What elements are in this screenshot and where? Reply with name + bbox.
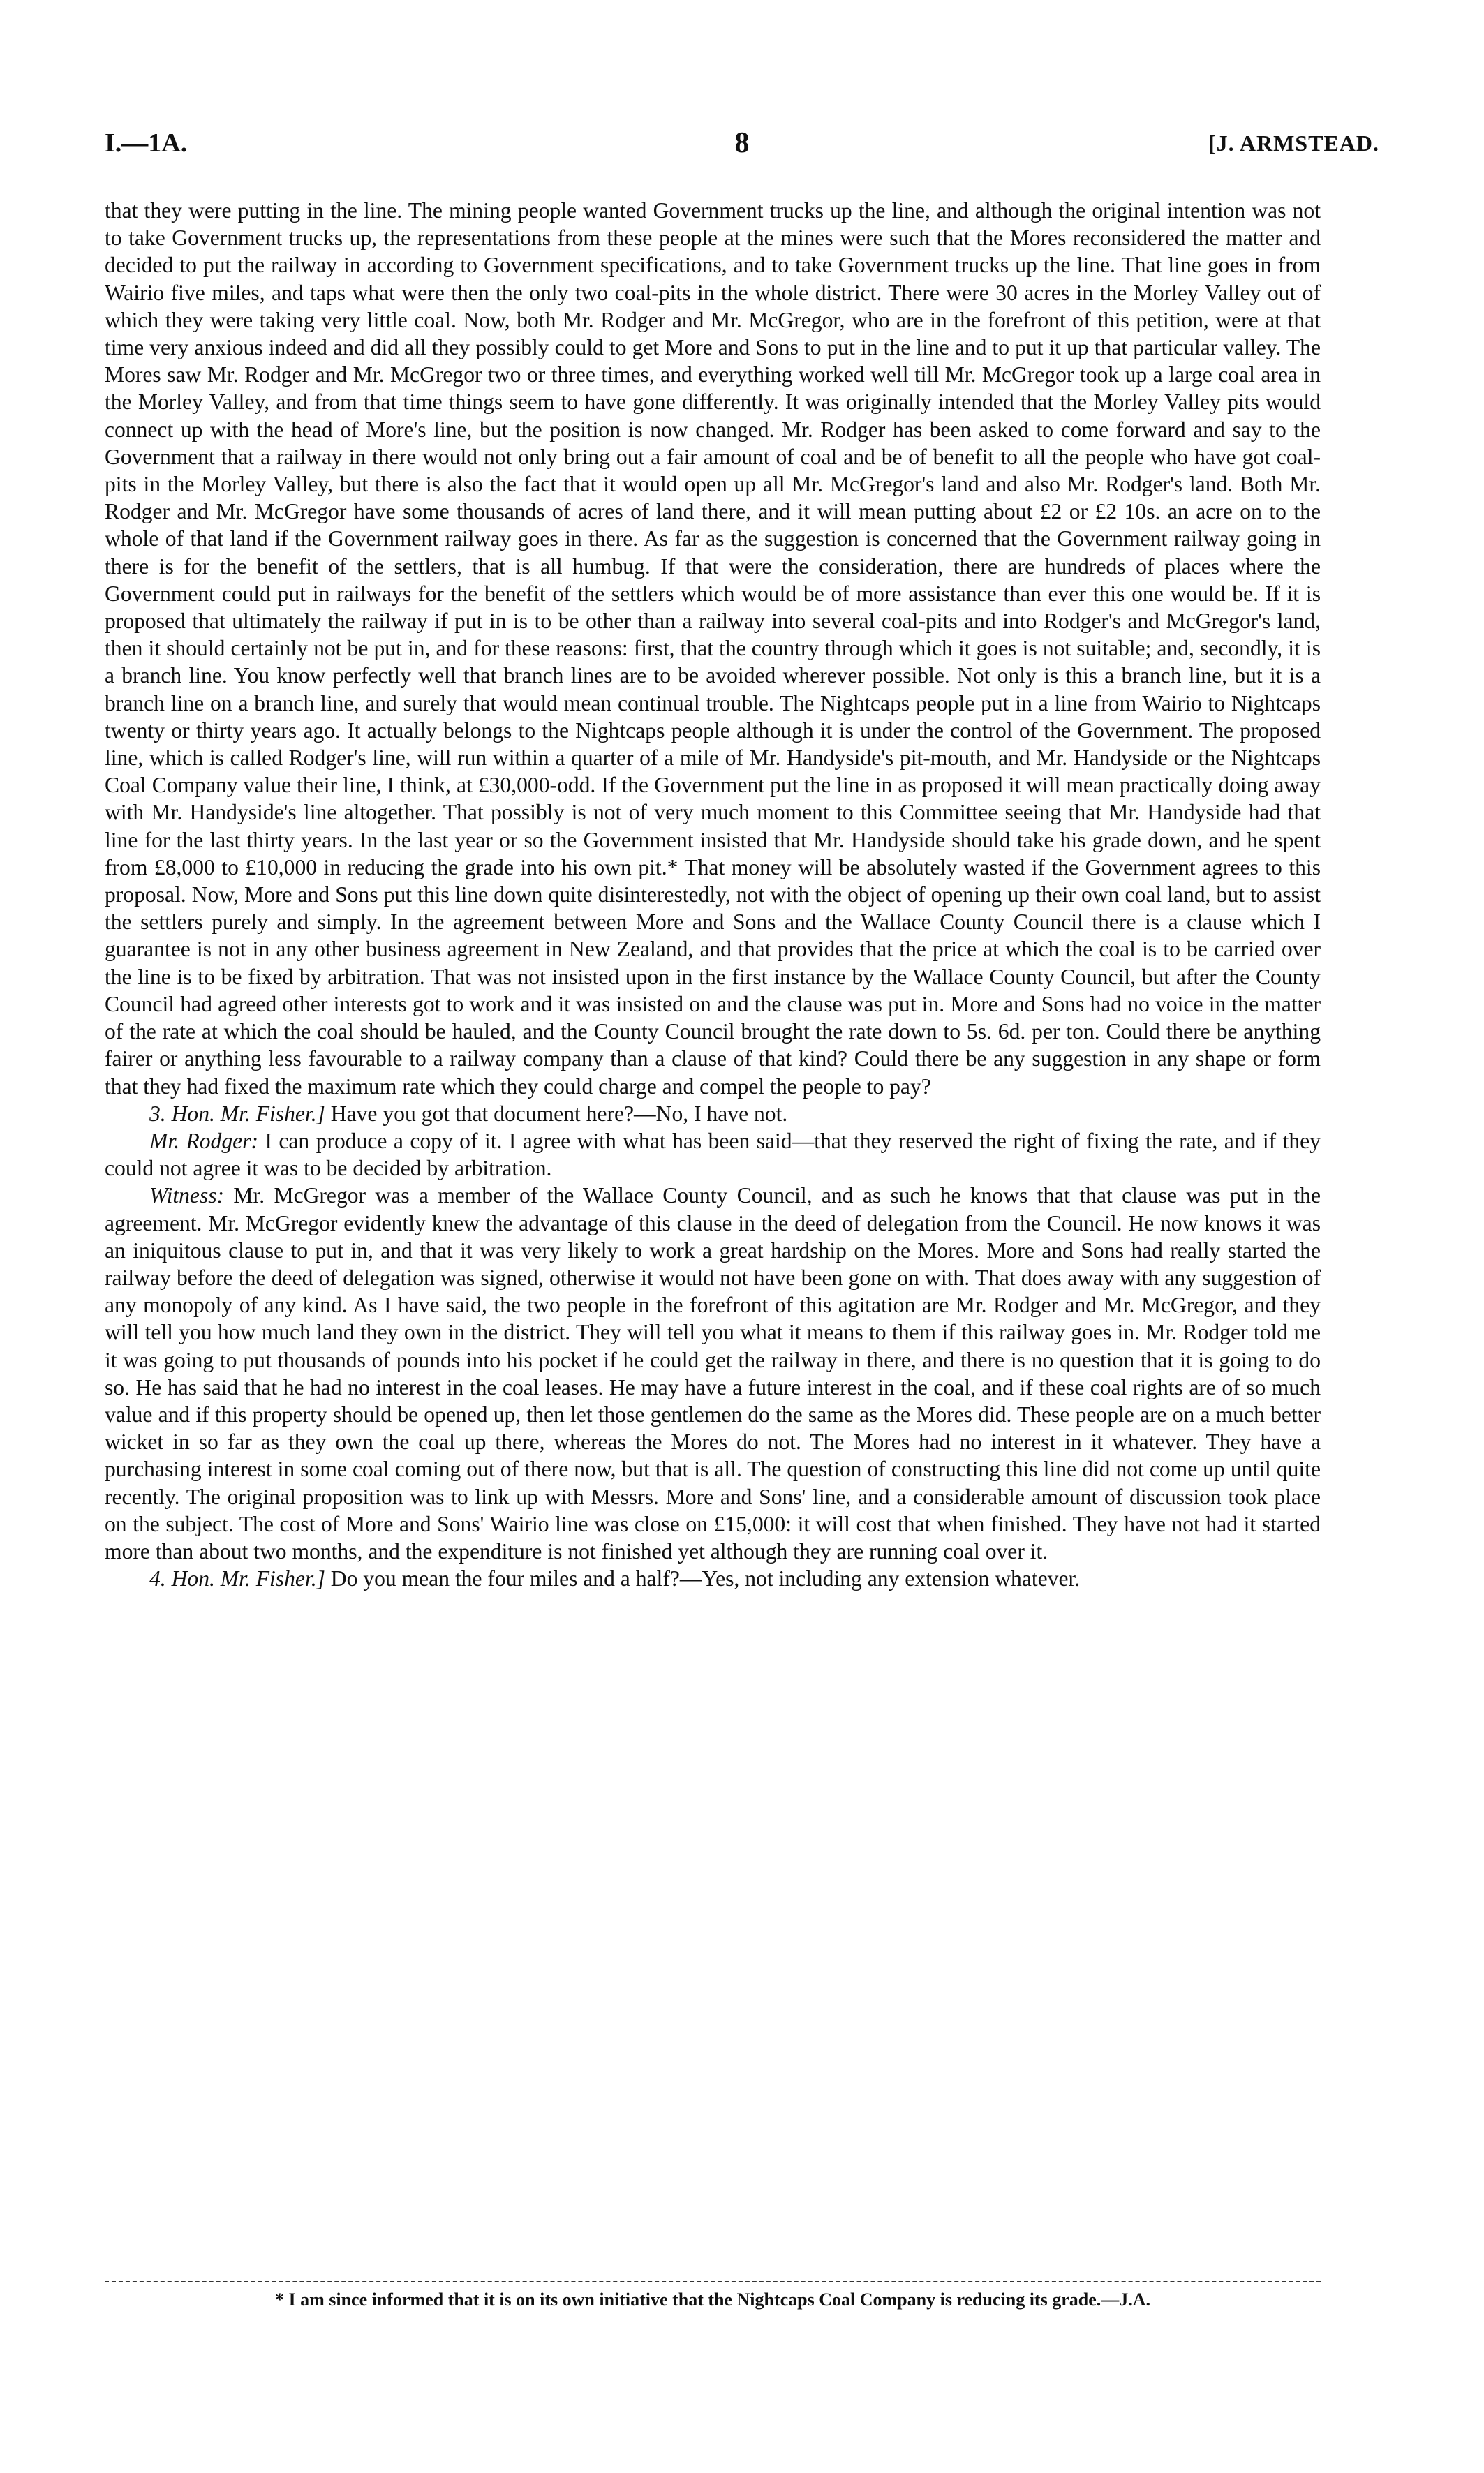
page-body — [105, 197, 1321, 1592]
speaker-label: Witness: — [149, 1183, 225, 1208]
paragraph — [105, 1182, 1321, 1565]
speaker-label: 4. Hon. Mr. Fisher.] — [149, 1566, 325, 1591]
speaker-label: Mr. Rodger: — [149, 1128, 258, 1153]
page-header — [105, 126, 1379, 168]
paragraph-text: Mr. McGregor was a member of the Wallace County Council, and as such he knows that that clause was put in the agreement. Mr. McGregor evidently knew the advantage of this clause in the deed of delegation from the Council. He now knows it was an iniquitous clause to put in, and that it was very likely to work a great hardship on the Mores. More and Sons had really started the railway before the deed of delegation was signed, otherwise it would not have been gone on with. That does away with any suggestion of any monopoly of any kind. As I have said, the two people in the forefront of this agitation are Mr. Rodger and Mr. McGregor, and they will tell you how much land they own in the district. They will tell you what it means to them if this railway goes in. Mr. Rodger told me it was going to put thousands of pounds into his pocket if he could get the railway in there, and there is no question that it is going to do so. He has said that he had no interest in the coal leases. He may have a future interest in the coal, and if these coal rights are of so much value and if this property should be opened up, then let those gentlemen do the same as the Mores did. These people are on a much better wicket in so far as they own the coal up there, whereas the Mores do not. The Mores had no interest in it whatever. They have a purchasing interest in some coal coming out of there now, but that is all. The question of constructing this line did not come up until quite recently. The original proposition was to link up with Messrs. More and Sons' line, and a considerable amount of discussion took place on the subject. The cost of More and Sons' Wairio line was close on £15,000: it will cost that when finished. They have not had it started more than about two months, and the expenditure is not finished yet although they are running coal over it. — [105, 1183, 1321, 1564]
paragraph — [105, 1100, 1321, 1127]
footnote-divider — [105, 2281, 1321, 2282]
paragraph: that they were putting in the line. The mining people wanted Government trucks up the line, and although the original intention was not to take Government trucks up, the representations from these people at the mines were such that the Mores reconsidered the matter and decided to put the railway in according to Government specifications, and to take Government trucks up the line. That line goes in from Wairio five miles, and taps what were then the only two coal-pits in the whole district. There were 30 acres in the Morley Valley out of which they were taking very little coal. Now, both Mr. Rodger and Mr. McGregor, who are in the forefront of this petition, were at that time very anxious indeed and did all they possibly could to get More and Sons to put in the line and to put it up that particular valley. The Mores saw Mr. Rodger and Mr. McGregor two or three times, and everything worked well till Mr. McGregor took up a large coal area in the Morley Valley, and from that time things seem to have gone differently. It was originally intended that the Morley Valley pits would connect up with the head of More's line, but the position is now changed. Mr. Rodger has been asked to come forward and say to the Government that a railway in there would not only bring out a fair amount of coal and be of benefit to all the people who have got coal-pits in the Morley Valley, but there is also the fact that it would open up all Mr. McGregor's land and also Mr. Rodger's land. Both Mr. Rodger and Mr. McGregor have some thousands of acres of land there, and it will mean putting about £2 or £2 10s. an acre on to the whole of that land if the Government railway goes in there. As far as the suggestion is concerned that the Government railway going in there is for the benefit of the settlers, that is all humbug. If that were the consideration, there are hundreds of places where the Government could put in railways for the benefit of the settlers which would be of more assistance than ever this one would be. If it is proposed that ultimately the railway if put in is to be other than a railway into several coal-pits and into Rodger's and McGregor's land, then it should certainly not be put in, and for these reasons: first, that the country through which it goes is not suitable; and, secondly, it is a branch line. You know perfectly well that branch lines are to be avoided wherever possible. Not only is this a branch line, but it is a branch line on a branch line, and surely that would mean continual trouble. The Nightcaps people put in a line from Wairio to Nightcaps twenty or thirty years ago. It actually belongs to the Nightcaps people although it is under the control of the Government. The proposed line, which is called Rodger's line, will run within a quarter of a mile of Mr. Handyside's pit-mouth, and Mr. Handyside or the Nightcaps Coal Company value their line, I think, at £30,000-odd. If the Government put the line in as proposed it will mean practically doing away with Mr. Handyside's line altogether. That possibly is not of very much moment to this Committee seeing that Mr. Handyside had that line for the last thirty years. In the last year or so the Government insisted that Mr. Handyside should take his grade down, and he spent from £8,000 to £10,000 in reducing the grade into his own pit.* That money will be absolutely wasted if the Government agrees to this proposal. Now, More and Sons put this line down quite disinterestedly, not with the object of opening up their own coal land, but to assist the settlers purely and simply. In the agreement between More and Sons and the Wallace County Council there is a clause which I guarantee is not in any other business agreement in New Zealand, and that provides that the price at which the coal is to be carried over the line is to be fixed by arbitration. That was not insisted upon in the first instance by the Wallace County Council, but after the County Council had agreed other interests got to work and it was insisted on and the clause was put in. More and Sons had no voice in the matter of the rate at which the coal should be hauled, and the County Council brought the rate down to 5s. 6d. per ton. Could there be anything fairer or anything less favourable to a railway company than a clause of that kind? Could there be any suggestion in any shape or form that they had fixed the maximum rate which they could charge and compel the people to pay? — [105, 198, 1321, 1099]
paragraph-text: Have you got that document here?—No, I have not. — [325, 1101, 788, 1126]
witness-name: [J. ARMSTEAD. — [1208, 131, 1379, 156]
page-number: 8 — [734, 127, 750, 159]
paragraph-text: I can produce a copy of it. I agree with what has been said—that they reserved the right of fixing the rate, and if they could not agree it was to be decided by arbitration. — [105, 1128, 1321, 1181]
paragraph — [105, 1127, 1321, 1182]
speaker-label: 3. Hon. Mr. Fisher.] — [149, 1101, 325, 1126]
paper-reference: I.—1A. — [105, 128, 188, 158]
paragraph — [105, 1565, 1321, 1592]
footnote: * I am since informed that it is on its own initiative that the Nightcaps Coal Company is reducing its grade.—J.A. — [274, 2289, 1151, 2310]
paragraph-text: Do you mean the four miles and a half?—Yes, not including any extension whatever. — [325, 1566, 1081, 1591]
